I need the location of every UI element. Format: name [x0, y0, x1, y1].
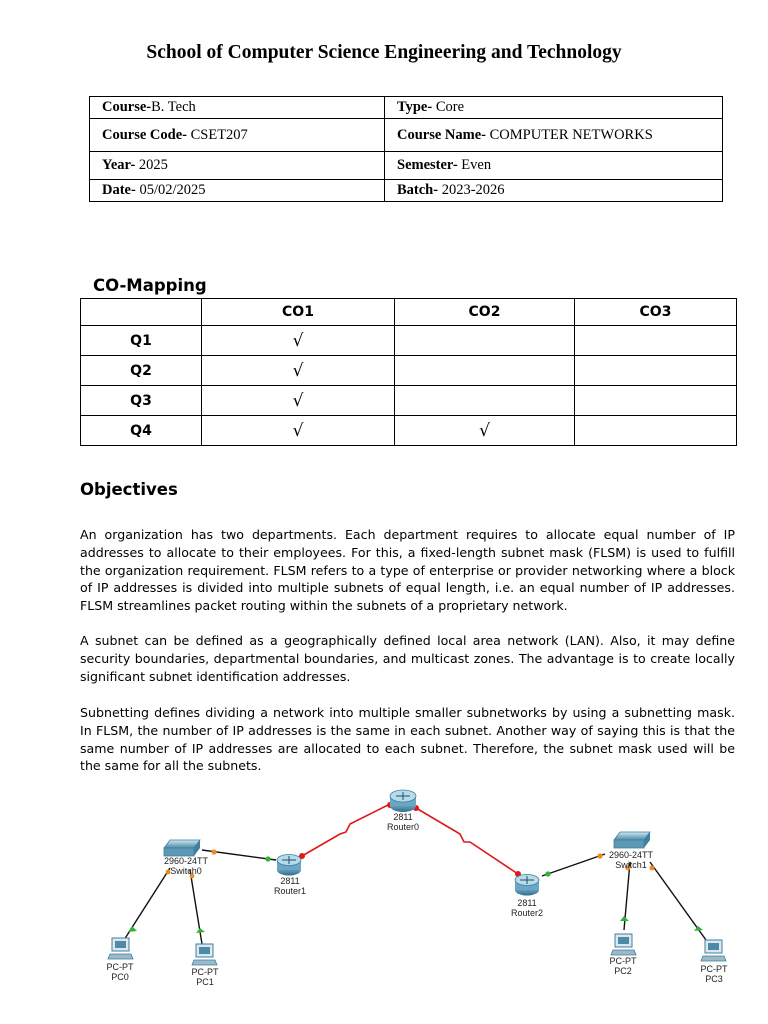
router1-icon	[277, 855, 301, 876]
co2-cell: √	[395, 416, 575, 446]
switch1-name-label: Switch1	[615, 860, 647, 870]
table-row	[81, 386, 737, 416]
pc1-icon	[192, 944, 217, 965]
router2-model-label: 2811	[517, 898, 537, 908]
switch0-name-label: Switch0	[170, 866, 202, 876]
pc1-name-label: PC1	[196, 977, 214, 987]
header-co2: CO2	[395, 299, 575, 326]
header-cell-empty	[81, 299, 202, 326]
co-mapping-heading: CO-Mapping	[93, 276, 207, 295]
type-cell: Type- Core	[385, 97, 723, 119]
objectives-paragraph-1: An organization has two departments. Each department requires to allocate equal number of IP addresses to allocate to their employees. For this, a fixed-length subnet mask (FLSM) is used to fulfill the organization requirement. FLSM refers to a type of enterprise or provider networking where a block of IP addresses is divided into multiple subnets of equal length, i.e. an equal number of IP addresses. FLSM streamlines packet routing within the subnets of a proprietary network.	[80, 527, 735, 614]
co-mapping-table	[80, 298, 737, 446]
switch1-model-label: 2960-24TT	[608, 850, 654, 860]
table-row	[81, 416, 737, 446]
router0-icon	[390, 790, 416, 812]
course-info-table	[89, 96, 723, 202]
co2-cell	[395, 326, 575, 356]
co3-cell	[575, 356, 737, 386]
batch-cell: Batch- 2023-2026	[385, 180, 723, 202]
semester-cell: Semester- Even	[385, 152, 723, 180]
network-topology-diagram	[90, 784, 750, 996]
router2-icon	[515, 875, 539, 896]
pc0-model-label: PC-PT	[106, 962, 134, 972]
course-code-cell: Course Code- CSET207	[90, 119, 385, 152]
header-co1: CO1	[202, 299, 395, 326]
serial-link-r1-r0	[302, 804, 390, 856]
pc3-name-label: PC3	[705, 974, 723, 984]
switch1-icon	[614, 832, 650, 848]
router1-name-label: Router1	[273, 886, 307, 896]
router1-model-label: 2811	[280, 876, 300, 886]
pc0-name-label: PC0	[111, 972, 129, 982]
year-cell: Year- 2025	[90, 152, 385, 180]
page-title: School of Computer Science Engineering and Technology	[146, 42, 622, 63]
co3-cell	[575, 416, 737, 446]
serial-link-r0-r2	[416, 808, 518, 874]
table-row	[81, 326, 737, 356]
co3-cell	[575, 386, 737, 416]
question-cell: Q4	[81, 416, 202, 446]
co2-cell	[395, 386, 575, 416]
router2-name-label: Router2	[510, 908, 544, 918]
question-cell: Q2	[81, 356, 202, 386]
pc1-model-label: PC-PT	[191, 967, 219, 977]
course-cell: Course-B. Tech	[90, 97, 385, 119]
co1-cell: √	[202, 356, 395, 386]
question-cell: Q3	[81, 386, 202, 416]
header-co3: CO3	[575, 299, 737, 326]
pc2-icon	[611, 934, 636, 955]
co1-cell: √	[202, 416, 395, 446]
pc2-name-label: PC2	[614, 966, 632, 976]
objectives-paragraph-2: A subnet can be defined as a geographically defined local area network (LAN). Also, it may define security boundaries, departmental boundaries, and multicast zones. The advantage is to create locally significant subnet identification addresses.	[80, 633, 735, 684]
date-cell: Date- 05/02/2025	[90, 180, 385, 202]
pc0-icon	[108, 938, 133, 959]
co2-cell	[395, 356, 575, 386]
co1-cell: √	[202, 386, 395, 416]
router0-model-label: 2811	[393, 812, 413, 822]
question-cell: Q1	[81, 326, 202, 356]
table-row	[81, 356, 737, 386]
switch0-model-label: 2960-24TT	[163, 856, 209, 866]
link-router2-switch1	[542, 854, 605, 876]
link-switch0-pc1	[190, 870, 202, 944]
co1-cell: √	[202, 326, 395, 356]
course-name-cell: Course Name- COMPUTER NETWORKS	[385, 119, 723, 152]
pc3-model-label: PC-PT	[700, 964, 728, 974]
router0-name-label: Router0	[386, 822, 420, 832]
co3-cell	[575, 326, 737, 356]
pc2-model-label: PC-PT	[609, 956, 637, 966]
pc3-icon	[701, 940, 726, 961]
objectives-paragraph-3: Subnetting defines dividing a network into multiple smaller subnetworks by using a subnetting mask. In FLSM, the number of IP addresses is the same in each subnet. Another way of saying this is that the same number of IP addresses are allocated to each subnet. Therefore, the subnet mask used will be the same for all the subnets.	[80, 705, 735, 774]
objectives-heading: Objectives	[80, 480, 178, 499]
switch0-icon	[164, 840, 200, 856]
